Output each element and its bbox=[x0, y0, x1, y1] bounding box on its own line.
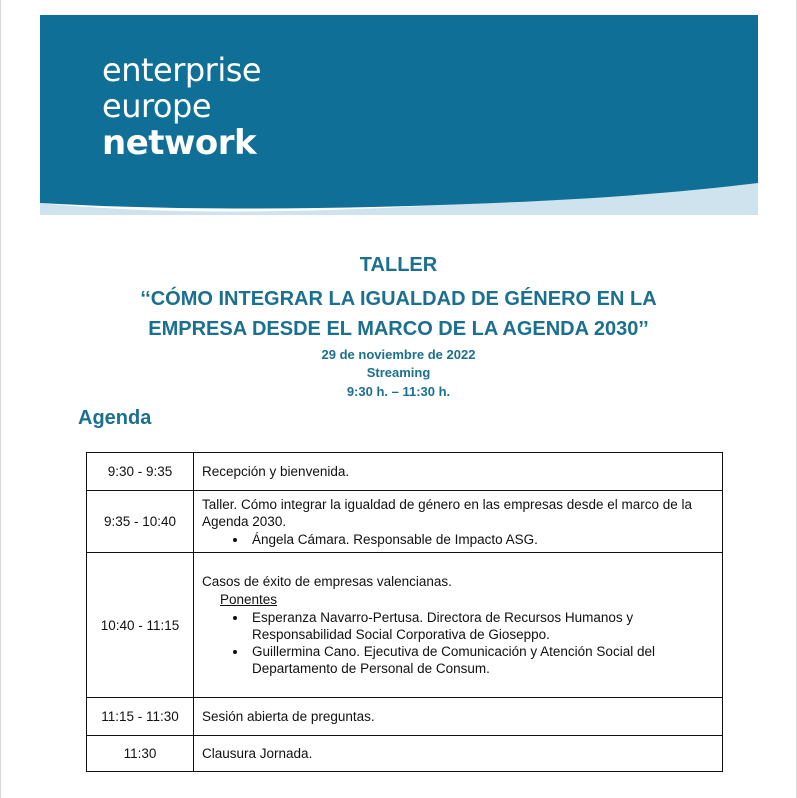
agenda-description bbox=[194, 453, 723, 491]
agenda-text: Sesión abierta de preguntas. bbox=[202, 709, 375, 724]
speaker-list bbox=[202, 609, 714, 677]
logo-line-network: network bbox=[102, 123, 257, 163]
speakers-subheading: Ponentes bbox=[220, 592, 278, 607]
event-kind: TALLER bbox=[359, 254, 438, 276]
agenda-description bbox=[194, 553, 723, 698]
agenda-row bbox=[87, 453, 723, 491]
event-title-line1: ‘‘CÓMO INTEGRAR LA IGUALDAD DE GÉNERO EN LA bbox=[140, 288, 657, 310]
agenda-time: 11:30 bbox=[87, 736, 194, 772]
agenda-time: 10:40 - 11:15 bbox=[87, 553, 194, 698]
agenda-time: 9:30 - 9:35 bbox=[87, 453, 194, 491]
speaker-item: • Esperanza Navarro-Pertusa. Directora de Recursos Humanos y Responsabilidad Social Corporativa de Gioseppo. bbox=[248, 609, 714, 643]
event-time: 9:30 h. – 11:30 h. bbox=[346, 384, 451, 399]
agenda-table bbox=[86, 452, 723, 772]
agenda-time: 9:35 - 10:40 bbox=[87, 491, 194, 553]
agenda-description bbox=[194, 491, 723, 553]
agenda-title: Agenda bbox=[78, 407, 152, 429]
agenda-row bbox=[87, 491, 723, 553]
agenda-time: 11:15 - 11:30 bbox=[87, 698, 194, 736]
agenda-description bbox=[194, 698, 723, 736]
agenda-row bbox=[87, 553, 723, 698]
event-mode: Streaming bbox=[366, 365, 431, 380]
event-title-line2: EMPRESA DESDE EL MARCO DE LA AGENDA 2030’’ bbox=[148, 318, 649, 340]
agenda-row bbox=[87, 736, 723, 772]
logo-line-europe: europe bbox=[102, 87, 211, 125]
agenda-row bbox=[87, 698, 723, 736]
speaker-item: • Ángela Cámara. Responsable de Impacto ASG. bbox=[248, 531, 714, 548]
speaker-item: • Guillermina Cano. Ejecutiva de Comunicación y Atención Social del Departamento de Personal de Consum. bbox=[248, 643, 714, 677]
enterprise-europe-network-logo bbox=[102, 52, 261, 162]
speaker-list bbox=[202, 531, 714, 548]
agenda-text: Taller. Cómo integrar la igualdad de género en las empresas desde el marco de la Agenda 2030. bbox=[202, 496, 693, 529]
event-date: 29 de noviembre de 2022 bbox=[321, 347, 476, 362]
agenda-text: Recepción y bienvenida. bbox=[202, 464, 350, 479]
agenda-text: Casos de éxito de empresas valencianas. bbox=[202, 574, 452, 589]
agenda-text: Clausura Jornada. bbox=[202, 746, 313, 761]
logo-line-enterprise: enterprise bbox=[102, 51, 262, 89]
agenda-description bbox=[194, 736, 723, 772]
